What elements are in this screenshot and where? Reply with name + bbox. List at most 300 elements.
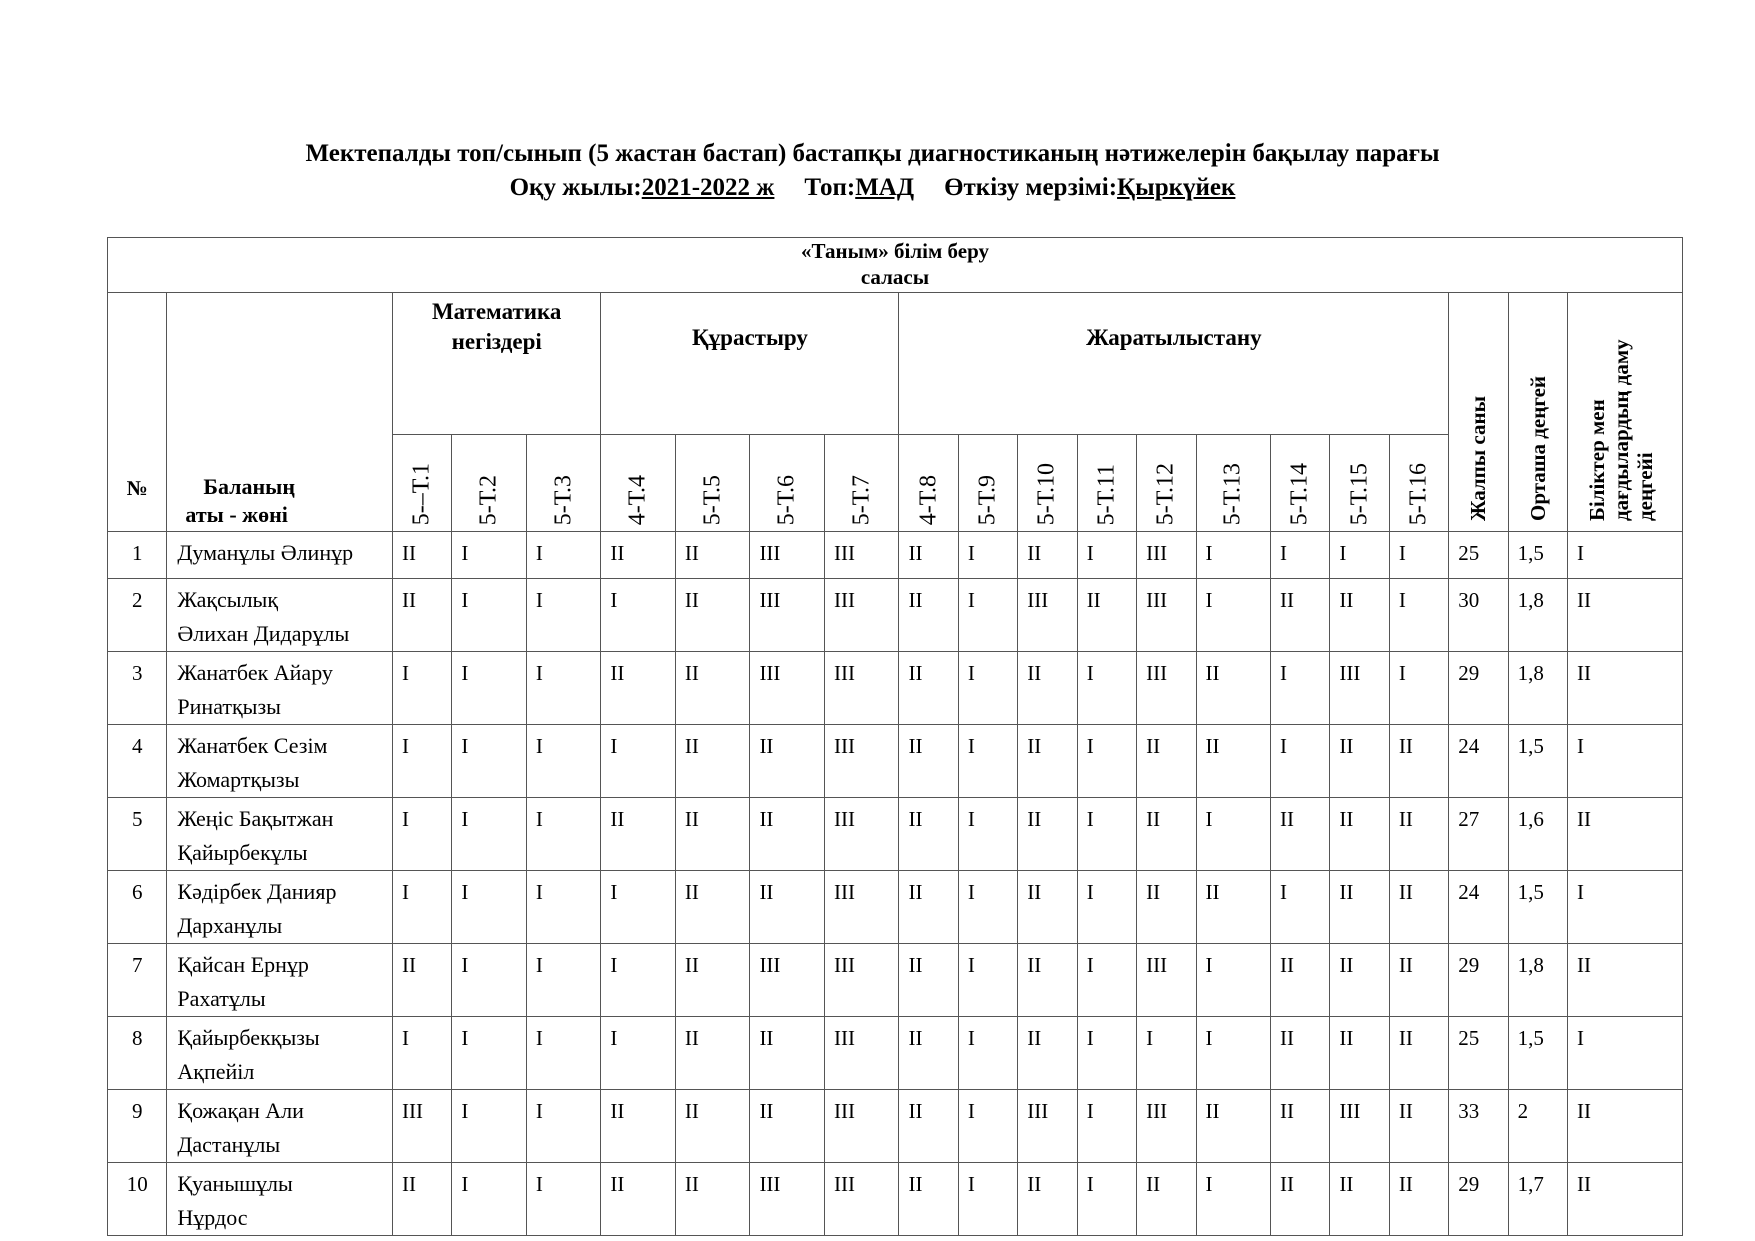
score-cell: II — [675, 798, 750, 871]
avg-cell: 1,8 — [1508, 652, 1567, 725]
score-cell: II — [1018, 871, 1077, 944]
score-cell: I — [601, 944, 676, 1017]
avg-cell: 2 — [1508, 1090, 1567, 1163]
score-cell: II — [1330, 944, 1389, 1017]
child-name — [167, 579, 393, 652]
child-name-line2: Жомартқызы — [177, 767, 300, 792]
table-row — [108, 944, 1683, 1017]
score-cell: II — [1389, 1163, 1448, 1236]
score-cell: I — [1196, 1017, 1271, 1090]
row-number: 1 — [108, 532, 167, 579]
score-cell: I — [392, 871, 451, 944]
score-cell: I — [452, 579, 527, 652]
score-cell: I — [1077, 725, 1136, 798]
score-cell: I — [958, 1163, 1017, 1236]
score-cell: II — [1018, 798, 1077, 871]
score-cell: I — [526, 579, 601, 652]
score-cell: II — [750, 798, 825, 871]
score-cell: I — [1196, 532, 1271, 579]
period-label: Өткізу мерзімі: — [944, 174, 1118, 201]
score-cell: III — [824, 1163, 899, 1236]
score-cell: I — [1271, 871, 1330, 944]
task-header-label: 5-Т.14 — [1286, 462, 1313, 525]
score-cell: II — [1196, 725, 1271, 798]
score-cell: II — [1018, 652, 1077, 725]
score-cell: II — [1271, 579, 1330, 652]
subject-construct-label: Құрастыру — [691, 325, 808, 350]
score-cell: II — [392, 1163, 451, 1236]
score-cell: II — [899, 798, 958, 871]
score-cell: I — [958, 944, 1017, 1017]
level-cell: II — [1568, 579, 1683, 652]
score-cell: II — [1271, 1017, 1330, 1090]
task-header-label: 5-–Т.1 — [408, 462, 435, 525]
name-header — [167, 293, 393, 532]
level-cell: I — [1568, 1017, 1683, 1090]
task-header-label: 5-Т.6 — [773, 474, 800, 525]
score-cell: III — [750, 652, 825, 725]
score-cell: III — [1137, 1090, 1196, 1163]
education-area-header — [108, 238, 1683, 293]
task-header-label: 5-Т.13 — [1219, 462, 1246, 525]
score-cell: II — [750, 1017, 825, 1090]
score-cell: II — [1330, 798, 1389, 871]
avg-cell: 1,5 — [1508, 532, 1567, 579]
child-name-line1: Думанұлы Әлинұр — [177, 540, 354, 565]
subject-math — [392, 293, 600, 435]
score-cell: II — [1137, 725, 1196, 798]
child-name-line1: Жақсылық — [177, 587, 279, 612]
score-cell: II — [750, 725, 825, 798]
score-cell: III — [824, 579, 899, 652]
score-cell: III — [824, 652, 899, 725]
score-cell: I — [601, 1017, 676, 1090]
score-cell: II — [1196, 652, 1271, 725]
child-name-line2: Ақпейіл — [177, 1059, 255, 1084]
child-name — [167, 1017, 393, 1090]
score-cell: II — [1330, 725, 1389, 798]
table-row — [108, 725, 1683, 798]
score-cell: I — [1137, 1017, 1196, 1090]
child-name — [167, 1163, 393, 1236]
total-cell: 24 — [1449, 871, 1508, 944]
score-cell: II — [1018, 1017, 1077, 1090]
score-cell: II — [1137, 1163, 1196, 1236]
score-cell: I — [1389, 532, 1448, 579]
score-cell: I — [1077, 1017, 1136, 1090]
row-number: 7 — [108, 944, 167, 1017]
score-cell: II — [1018, 725, 1077, 798]
score-cell: I — [1330, 532, 1389, 579]
task-header-label: 4-Т.8 — [915, 474, 942, 525]
task-header-label: 5-Т.3 — [550, 474, 577, 525]
level-cell: II — [1568, 652, 1683, 725]
score-cell: I — [1389, 579, 1448, 652]
score-cell: I — [452, 944, 527, 1017]
child-name-line1: Қожақан Али — [177, 1098, 304, 1123]
child-name — [167, 871, 393, 944]
total-cell: 30 — [1449, 579, 1508, 652]
score-cell: III — [824, 1017, 899, 1090]
table-row — [108, 652, 1683, 725]
level-cell: II — [1568, 944, 1683, 1017]
row-number: 6 — [108, 871, 167, 944]
score-cell: I — [452, 725, 527, 798]
row-number: 2 — [108, 579, 167, 652]
score-cell: II — [899, 725, 958, 798]
title-line1: Мектепалды топ/сынып (5 жастан бастап) бастапқы диагностиканың нәтижелерін бақылау парағы — [305, 140, 1440, 167]
score-cell: II — [899, 1090, 958, 1163]
level-header-label: Біліктер мен дағдылардың даму деңгейі — [1585, 339, 1658, 521]
child-name-line1: Жанатбек Сезім — [177, 733, 328, 758]
score-cell: I — [958, 798, 1017, 871]
score-cell: I — [452, 1163, 527, 1236]
score-cell: II — [1018, 944, 1077, 1017]
score-cell: II — [675, 652, 750, 725]
score-cell: II — [1330, 1163, 1389, 1236]
avg-cell: 1,5 — [1508, 871, 1567, 944]
score-cell: I — [601, 871, 676, 944]
name-header-line2: аты - жөні — [185, 502, 288, 527]
score-cell: I — [1196, 798, 1271, 871]
task-header — [750, 434, 825, 531]
score-cell: II — [601, 798, 676, 871]
score-cell: I — [526, 652, 601, 725]
score-cell: II — [1196, 871, 1271, 944]
row-number: 9 — [108, 1090, 167, 1163]
total-header-label: Жалпы саны — [1466, 395, 1491, 521]
score-cell: II — [1271, 798, 1330, 871]
score-cell: II — [1389, 725, 1448, 798]
score-cell: II — [1271, 944, 1330, 1017]
score-cell: II — [1018, 1163, 1077, 1236]
score-cell: I — [1271, 652, 1330, 725]
score-cell: II — [1330, 871, 1389, 944]
score-cell: I — [452, 652, 527, 725]
score-cell: I — [1077, 1163, 1136, 1236]
score-cell: I — [1077, 871, 1136, 944]
score-cell: III — [750, 532, 825, 579]
score-cell: II — [1389, 798, 1448, 871]
child-name-line1: Жеңіс Бақытжан — [177, 806, 334, 831]
task-header — [1196, 434, 1271, 531]
avg-header-label: Орташа деңгей — [1525, 375, 1550, 521]
level-header — [1568, 293, 1683, 532]
score-cell: I — [1077, 944, 1136, 1017]
total-cell: 27 — [1449, 798, 1508, 871]
subject-nature — [899, 293, 1449, 435]
score-cell: II — [675, 532, 750, 579]
child-name-line1: Қайсан Ернұр — [177, 952, 309, 977]
group-label: Топ: — [804, 174, 856, 201]
task-header-label: 5-Т.11 — [1093, 463, 1120, 525]
child-name-line2: Дарханұлы — [177, 913, 283, 938]
task-header — [675, 434, 750, 531]
score-cell: I — [1271, 725, 1330, 798]
score-cell: III — [824, 725, 899, 798]
score-cell: II — [899, 1017, 958, 1090]
task-header-label: 5-Т.12 — [1152, 462, 1179, 525]
score-cell: I — [526, 725, 601, 798]
row-number: 3 — [108, 652, 167, 725]
score-cell: I — [452, 871, 527, 944]
score-cell: II — [392, 532, 451, 579]
name-header-line1: Баланың — [203, 474, 296, 499]
score-cell: I — [1271, 532, 1330, 579]
score-cell: II — [601, 1163, 676, 1236]
score-cell: I — [958, 725, 1017, 798]
child-name-line2: Қайырбекұлы — [177, 840, 308, 865]
score-cell: I — [452, 532, 527, 579]
avg-cell: 1,5 — [1508, 725, 1567, 798]
score-cell: II — [601, 532, 676, 579]
child-name-line1: Қуанышұлы — [177, 1171, 293, 1196]
score-cell: III — [1330, 652, 1389, 725]
score-cell: II — [675, 871, 750, 944]
diagnostics-table — [107, 237, 1683, 1236]
score-cell: I — [526, 798, 601, 871]
score-cell: I — [1077, 652, 1136, 725]
total-cell: 25 — [1449, 1017, 1508, 1090]
document-title — [0, 137, 1745, 205]
score-cell: III — [392, 1090, 451, 1163]
child-name-line2: Ринатқызы — [177, 694, 281, 719]
child-name — [167, 652, 393, 725]
score-cell: II — [601, 652, 676, 725]
score-cell: II — [899, 871, 958, 944]
task-header — [1137, 434, 1196, 531]
avg-cell: 1,5 — [1508, 1017, 1567, 1090]
score-cell: I — [452, 798, 527, 871]
level-cell: II — [1568, 1090, 1683, 1163]
subject-math-line2: негіздері — [451, 329, 542, 354]
task-header — [1330, 434, 1389, 531]
score-cell: III — [750, 944, 825, 1017]
score-cell: I — [1196, 1163, 1271, 1236]
score-cell: II — [899, 944, 958, 1017]
score-cell: I — [392, 1017, 451, 1090]
score-cell: I — [601, 725, 676, 798]
score-cell: II — [392, 579, 451, 652]
avg-cell: 1,7 — [1508, 1163, 1567, 1236]
score-cell: I — [526, 1163, 601, 1236]
score-cell: III — [1137, 579, 1196, 652]
score-cell: I — [1196, 944, 1271, 1017]
task-header-label: 5-Т.5 — [699, 474, 726, 525]
subject-nature-label: Жаратылыстану — [1086, 325, 1262, 350]
year-label: Оқу жылы: — [509, 174, 642, 201]
score-cell: III — [1137, 652, 1196, 725]
score-cell: II — [1389, 1090, 1448, 1163]
task-header — [958, 434, 1017, 531]
score-cell: III — [824, 944, 899, 1017]
task-header — [899, 434, 958, 531]
child-name — [167, 532, 393, 579]
group-value: МАД — [855, 174, 915, 201]
row-number: 4 — [108, 725, 167, 798]
score-cell: I — [526, 532, 601, 579]
total-cell: 25 — [1449, 532, 1508, 579]
table-row — [108, 532, 1683, 579]
total-cell: 29 — [1449, 652, 1508, 725]
child-name-line1: Кәдірбек Данияр — [177, 879, 337, 904]
table-row — [108, 871, 1683, 944]
score-cell: II — [1137, 871, 1196, 944]
task-header-label: 4-Т.4 — [624, 474, 651, 525]
level-cell: II — [1568, 1163, 1683, 1236]
area-line1: «Таным» білім беру — [801, 239, 989, 263]
score-cell: II — [899, 532, 958, 579]
score-cell: II — [601, 1090, 676, 1163]
score-cell: I — [601, 579, 676, 652]
score-cell: II — [675, 944, 750, 1017]
subject-construct — [601, 293, 899, 435]
score-cell: I — [452, 1090, 527, 1163]
score-cell: II — [1077, 579, 1136, 652]
task-header — [824, 434, 899, 531]
score-cell: I — [958, 579, 1017, 652]
score-cell: II — [675, 1090, 750, 1163]
child-name — [167, 944, 393, 1017]
score-cell: I — [526, 944, 601, 1017]
total-cell: 33 — [1449, 1090, 1508, 1163]
score-cell: I — [958, 871, 1017, 944]
table-row — [108, 1163, 1683, 1236]
score-cell: I — [958, 532, 1017, 579]
score-cell: II — [1271, 1090, 1330, 1163]
score-cell: II — [392, 944, 451, 1017]
avg-cell: 1,8 — [1508, 944, 1567, 1017]
avg-cell: 1,6 — [1508, 798, 1567, 871]
score-cell: III — [750, 1163, 825, 1236]
task-header-label: 5-Т.15 — [1346, 462, 1373, 525]
score-cell: I — [958, 1090, 1017, 1163]
score-cell: I — [1077, 798, 1136, 871]
task-header-label: 5-Т.16 — [1405, 462, 1432, 525]
task-header — [526, 434, 601, 531]
task-header-label: 5-Т.7 — [848, 474, 875, 525]
score-cell: I — [392, 725, 451, 798]
child-name-line2: Дастанұлы — [177, 1132, 281, 1157]
total-cell: 29 — [1449, 1163, 1508, 1236]
score-cell: II — [675, 1163, 750, 1236]
task-header — [392, 434, 451, 531]
score-cell: I — [526, 871, 601, 944]
score-cell: I — [392, 652, 451, 725]
table-row — [108, 798, 1683, 871]
score-cell: II — [1389, 944, 1448, 1017]
score-cell: II — [1389, 871, 1448, 944]
score-cell: II — [1137, 798, 1196, 871]
score-cell: I — [452, 1017, 527, 1090]
score-cell: III — [1137, 944, 1196, 1017]
table-row — [108, 579, 1683, 652]
score-cell: II — [750, 871, 825, 944]
num-header: № — [108, 293, 167, 532]
score-cell: III — [824, 532, 899, 579]
score-cell: I — [1196, 579, 1271, 652]
task-header — [452, 434, 527, 531]
task-header — [1389, 434, 1448, 531]
area-line2: саласы — [860, 265, 930, 289]
score-cell: II — [1330, 1017, 1389, 1090]
score-cell: II — [675, 1017, 750, 1090]
score-cell: II — [1330, 579, 1389, 652]
row-number: 8 — [108, 1017, 167, 1090]
score-cell: III — [824, 871, 899, 944]
score-cell: II — [1271, 1163, 1330, 1236]
child-name-line1: Жанатбек Айару — [177, 660, 333, 685]
score-cell: I — [958, 652, 1017, 725]
score-cell: III — [1018, 579, 1077, 652]
task-header-label: 5-Т.10 — [1033, 462, 1060, 525]
child-name — [167, 798, 393, 871]
score-cell: I — [526, 1017, 601, 1090]
task-header — [1018, 434, 1077, 531]
period-value: Қыркүйек — [1117, 174, 1236, 201]
score-cell: I — [958, 1017, 1017, 1090]
score-cell: I — [1077, 1090, 1136, 1163]
score-cell: I — [1389, 652, 1448, 725]
score-cell: II — [899, 1163, 958, 1236]
score-cell: III — [750, 579, 825, 652]
score-cell: II — [1018, 532, 1077, 579]
score-cell: I — [526, 1090, 601, 1163]
score-cell: I — [392, 798, 451, 871]
task-header — [601, 434, 676, 531]
score-cell: II — [899, 652, 958, 725]
table-row — [108, 1017, 1683, 1090]
task-header — [1077, 434, 1136, 531]
total-header — [1449, 293, 1508, 532]
score-cell: III — [1018, 1090, 1077, 1163]
row-number: 10 — [108, 1163, 167, 1236]
child-name-line2: Рахатұлы — [177, 986, 266, 1011]
child-name-line2: Әлихан Дидарұлы — [177, 621, 350, 646]
score-cell: II — [675, 579, 750, 652]
score-cell: II — [1389, 1017, 1448, 1090]
total-cell: 29 — [1449, 944, 1508, 1017]
score-cell: III — [824, 1090, 899, 1163]
subject-math-line1: Математика — [431, 299, 562, 324]
avg-cell: 1,8 — [1508, 579, 1567, 652]
level-cell: II — [1568, 798, 1683, 871]
child-name — [167, 1090, 393, 1163]
child-name-line2: Нұрдос — [177, 1205, 248, 1230]
row-number: 5 — [108, 798, 167, 871]
level-cell: I — [1568, 871, 1683, 944]
year-value: 2021-2022 ж — [641, 174, 775, 201]
total-cell: 24 — [1449, 725, 1508, 798]
score-cell: I — [1077, 532, 1136, 579]
level-cell: I — [1568, 725, 1683, 798]
table-row — [108, 1090, 1683, 1163]
child-name — [167, 725, 393, 798]
task-header-label: 5-Т.9 — [974, 474, 1001, 525]
task-header-label: 5-Т.2 — [475, 474, 502, 525]
task-header — [1271, 434, 1330, 531]
avg-header — [1508, 293, 1567, 532]
score-cell: III — [1330, 1090, 1389, 1163]
score-cell: II — [1196, 1090, 1271, 1163]
score-cell: III — [824, 798, 899, 871]
score-cell: II — [899, 579, 958, 652]
score-cell: II — [750, 1090, 825, 1163]
title-line2 — [0, 171, 1745, 205]
child-name-line1: Қайырбекқызы — [177, 1025, 320, 1050]
score-cell: II — [675, 725, 750, 798]
score-cell: III — [1137, 532, 1196, 579]
